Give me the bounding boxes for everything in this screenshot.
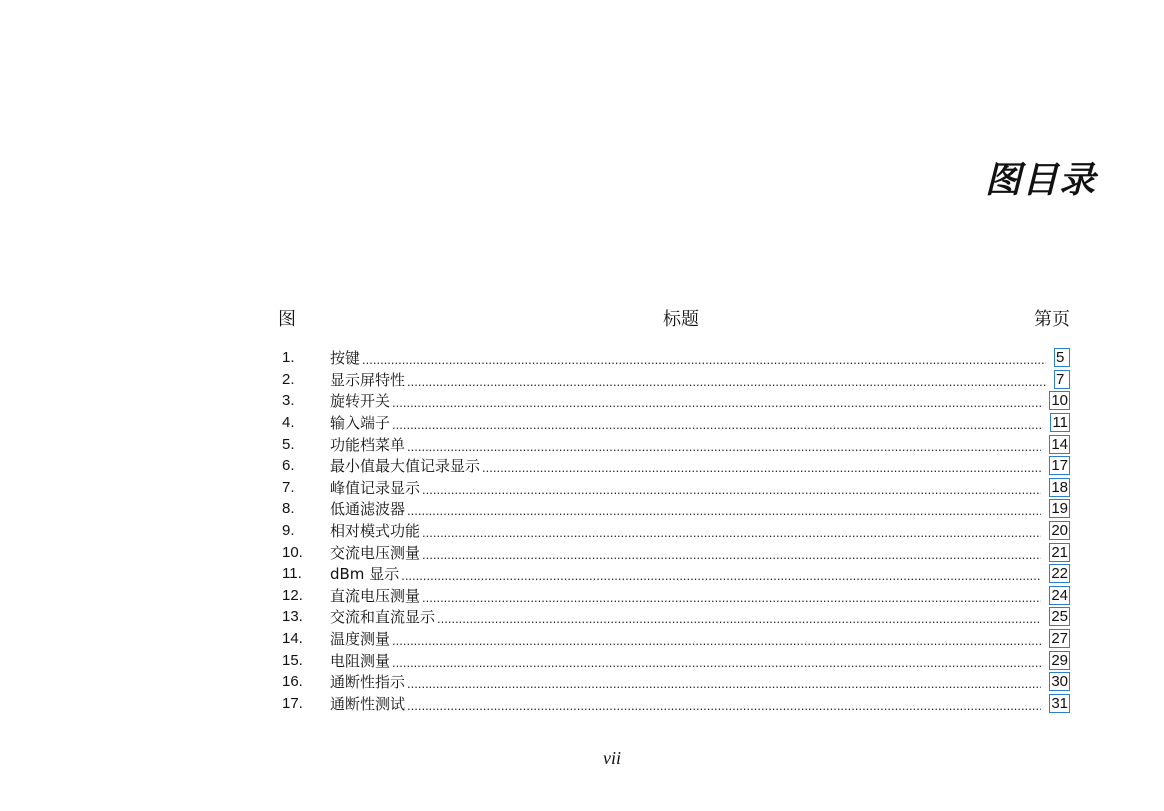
figure-number: 1. <box>282 349 295 367</box>
dot-leader <box>437 612 1041 625</box>
figure-number: 12. <box>282 586 303 604</box>
figure-title: 显示屏特性 <box>330 370 406 389</box>
figure-number: 5. <box>282 435 295 453</box>
figure-title: 电阻测量 <box>330 651 391 670</box>
page-link[interactable]: 14 <box>1051 435 1068 453</box>
figure-number: 15. <box>282 651 303 669</box>
dot-leader <box>392 396 1041 409</box>
list-item <box>282 498 1070 520</box>
figure-number: 17. <box>282 694 303 712</box>
figure-number: 10. <box>282 543 303 561</box>
list-item <box>282 563 1070 585</box>
page-link[interactable]: 7 <box>1054 370 1070 389</box>
page-link[interactable]: 18 <box>1051 478 1068 496</box>
figure-title: 峰值记录显示 <box>330 478 421 497</box>
figure-title: 低通滤波器 <box>330 500 406 519</box>
list-item <box>282 585 1070 607</box>
figure-title: 按键 <box>330 349 361 368</box>
dot-leader <box>407 440 1041 453</box>
dot-leader <box>392 418 1042 431</box>
dot-leader <box>422 548 1041 561</box>
page-link[interactable]: 21 <box>1051 543 1068 561</box>
list-item <box>282 412 1070 434</box>
figure-title: dBm 显示 <box>330 565 400 584</box>
dot-leader <box>392 634 1041 647</box>
page-link[interactable]: 17 <box>1051 457 1068 475</box>
page-link[interactable]: 19 <box>1051 500 1068 518</box>
page-link[interactable]: 31 <box>1051 694 1068 712</box>
list-item <box>282 520 1070 542</box>
figure-title: 直流电压测量 <box>330 586 421 605</box>
list-item <box>282 693 1070 715</box>
page-link[interactable]: 11 <box>1052 414 1068 432</box>
figure-number: 14. <box>282 630 303 648</box>
dot-leader <box>362 353 1046 366</box>
figure-title: 旋转开关 <box>330 392 391 411</box>
figure-title: 相对模式功能 <box>330 522 421 541</box>
figure-title: 交流电压测量 <box>330 543 421 562</box>
dot-leader <box>401 569 1041 582</box>
figure-title: 温度测量 <box>330 630 391 649</box>
list-item <box>282 477 1070 499</box>
figure-list <box>282 347 1070 714</box>
list-item <box>282 369 1070 391</box>
list-item <box>282 606 1070 628</box>
dot-leader <box>407 677 1041 690</box>
page-column-header: 第页 <box>1034 309 1070 330</box>
figure-title: 通断性指示 <box>330 673 406 692</box>
page-link[interactable]: 5 <box>1054 348 1070 367</box>
figure-title: 功能档菜单 <box>330 435 406 454</box>
dot-leader <box>392 656 1041 669</box>
page-title: 图目录 <box>984 160 1096 201</box>
list-item <box>282 671 1070 693</box>
figure-number: 9. <box>282 522 295 540</box>
title-column-header: 标题 <box>663 309 699 330</box>
figure-title: 交流和直流显示 <box>330 608 436 627</box>
dot-leader <box>407 375 1046 388</box>
list-item <box>282 649 1070 671</box>
page-link[interactable]: 25 <box>1051 608 1068 626</box>
page-link[interactable]: 24 <box>1051 586 1068 604</box>
figure-title: 通断性测试 <box>330 694 406 713</box>
figure-number: 13. <box>282 608 303 626</box>
figure-number: 2. <box>282 370 295 388</box>
page-link[interactable]: 30 <box>1051 673 1068 691</box>
dot-leader <box>482 461 1041 474</box>
list-item <box>282 455 1070 477</box>
list-item <box>282 433 1070 455</box>
figure-number: 11. <box>282 565 302 583</box>
figure-number: 7. <box>282 478 295 496</box>
dot-leader <box>422 591 1041 604</box>
page-link[interactable]: 27 <box>1051 630 1068 648</box>
list-item <box>282 390 1070 412</box>
page-link[interactable]: 22 <box>1051 565 1068 583</box>
page-link[interactable]: 10 <box>1051 392 1068 410</box>
figure-column-header: 图 <box>278 309 296 330</box>
figure-title: 输入端子 <box>330 414 391 433</box>
page-link[interactable]: 29 <box>1051 651 1068 669</box>
page-link[interactable]: 20 <box>1051 522 1068 540</box>
figure-number: 8. <box>282 500 295 518</box>
dot-leader <box>407 699 1041 712</box>
dot-leader <box>422 483 1041 496</box>
page-number: vii <box>603 748 621 768</box>
figure-title: 最小值最大值记录显示 <box>330 457 481 476</box>
figure-number: 6. <box>282 457 295 475</box>
list-item <box>282 347 1070 369</box>
figure-number: 16. <box>282 673 303 691</box>
figure-number: 3. <box>282 392 295 410</box>
toc-header <box>278 305 1070 329</box>
dot-leader <box>407 504 1041 517</box>
list-item <box>282 541 1070 563</box>
figure-number: 4. <box>282 414 295 432</box>
list-item <box>282 628 1070 650</box>
dot-leader <box>422 526 1041 539</box>
